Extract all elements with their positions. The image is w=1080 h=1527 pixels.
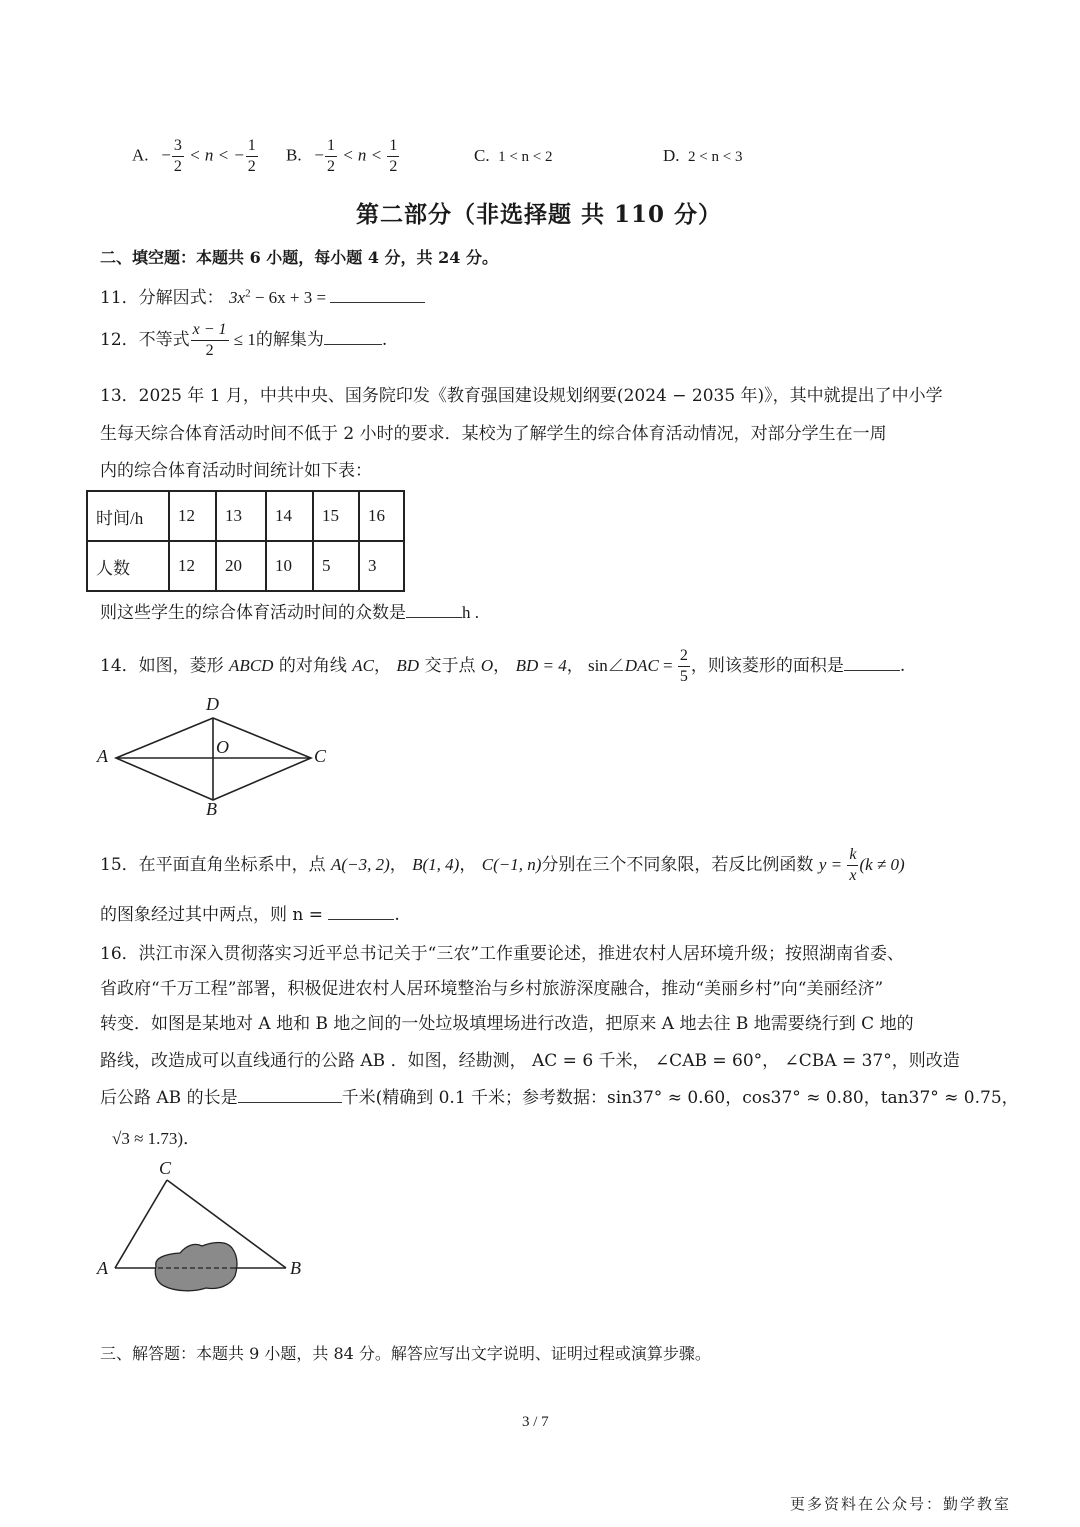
fraction: $\frac{x - 1}{2}$: [192, 321, 227, 359]
fraction: $\frac{2}{5}$: [679, 647, 688, 685]
table-cell: 16: [359, 491, 404, 541]
footer-note: 更多资料在公众号：勤学教室: [790, 1495, 1012, 1513]
option-b-letter: B.: [286, 145, 302, 165]
table-cell: 5: [313, 541, 359, 591]
label-a: A: [97, 746, 108, 766]
table-cell: 12: [169, 541, 216, 591]
label-c: C: [159, 1158, 172, 1178]
table-row: [87, 541, 404, 591]
row-header: 人数: [87, 541, 169, 591]
fraction: $\frac{1}{2}$: [247, 137, 256, 175]
question-16-line6: √3 ≈ 1.73)．: [112, 1129, 201, 1148]
option-a-letter: A.: [132, 145, 149, 165]
option-c: C. 1 < n < 2: [474, 146, 553, 165]
answer-blank[interactable]: [330, 288, 425, 303]
question-15-line1: 15．在平面直角坐标系中，点 A(−3, 2)， B(1, 4)， C(−1, n)分别在三个不同象限，若反比例函数 y = $\frac{k}{x}$ (k ≠ 0): [100, 846, 905, 884]
label-o: O: [216, 737, 229, 757]
label-d: D: [206, 694, 219, 714]
rhombus-figure: [90, 690, 350, 830]
question-16-line5: 后公路 AB 的长是 千米(精确到 0.1 千米；参考数据：sin37° ≈ 0.60，cos37° ≈ 0.80，tan37° ≈ 0.75，: [100, 1088, 1019, 1108]
section-fill-heading: 二、填空题：本题共 6 小题，每小题 4 分，共 24 分。: [100, 248, 498, 267]
label-c: C: [314, 746, 327, 766]
option-a: A. − $\frac{3}{2}$ < n < − $\frac{1}{2}$: [132, 137, 256, 175]
fraction: $\frac{1}{2}$: [389, 137, 398, 175]
question-16-line2: 省政府“千万工程”部署，积极促进农村人居环境整治与乡村旅游深度融合，推动“美丽乡村”向“美丽经济”: [100, 979, 884, 999]
question-13-line2: 生每天综合体育活动时间不低于 2 小时的要求．某校为了解学生的综合体育活动情况，对部分学生在一周: [100, 424, 887, 444]
table-cell: 15: [313, 491, 359, 541]
table-cell: 3: [359, 541, 404, 591]
question-16-line1: 16．洪江市深入贯彻落实习近平总书记关于“三农”工作重要论述，推进农村人居环境升级；按照湖南省委、: [100, 944, 905, 964]
part2-title: 第二部分（非选择题 共 110 分）: [356, 201, 723, 228]
label-b: B: [290, 1258, 301, 1278]
answer-blank[interactable]: [328, 905, 394, 920]
fraction: $\frac{3}{2}$: [173, 137, 182, 175]
table-cell: 10: [266, 541, 313, 591]
option-d: D. 2 < n < 3: [663, 146, 743, 165]
table-cell: 13: [216, 491, 266, 541]
question-13-question: 则这些学生的综合体育活动时间的众数是 h .: [100, 603, 479, 623]
question-13-line3: 内的综合体育活动时间统计如下表：: [100, 461, 372, 481]
answer-blank[interactable]: [324, 330, 382, 345]
answer-blank[interactable]: [844, 656, 900, 671]
question-12: 12．不等式 $\frac{x - 1}{2}$ ≤ 1的解集为 .: [100, 321, 388, 359]
label-b: B: [206, 799, 217, 819]
table-cell: 12: [169, 491, 216, 541]
table-cell: 14: [266, 491, 313, 541]
table-row: [87, 491, 404, 541]
page-number: 3 / 7: [522, 1414, 549, 1430]
fraction: $\frac{1}{2}$: [326, 137, 335, 175]
question-16-line4: 路线，改造成可以直线通行的公路 AB ．如图，经勘测， AC = 6 千米， ∠CAB = 60°， ∠CBA = 37°，则改造: [100, 1051, 960, 1071]
question-14: 14．如图，菱形 ABCD 的对角线 AC， BD 交于点 O， BD = 4， sin∠DAC = $\frac{2}{5}$ ，则该菱形的面积是 .: [100, 647, 906, 685]
answer-blank[interactable]: [238, 1088, 342, 1103]
activity-time-table: [86, 490, 405, 592]
row-header: 时间/h: [87, 491, 169, 541]
option-b: B. − $\frac{1}{2}$ < n < $\frac{1}{2}$: [286, 137, 398, 175]
fraction: $\frac{k}{x}$: [849, 846, 857, 884]
table-cell: 20: [216, 541, 266, 591]
label-a: A: [97, 1258, 108, 1278]
section-answer-heading: 三、解答题：本题共 9 小题，共 84 分。解答应写出文字说明、证明过程或演算步骤。: [100, 1344, 711, 1363]
question-11: 11．分解因式： $3x^2 - 6x + 3$ =: [100, 283, 425, 308]
question-16-line3: 转变．如图是某地对 A 地和 B 地之间的一处垃圾填埋场进行改造，把原来 A 地去往 B 地需要绕行到 C 地的: [100, 1014, 914, 1034]
question-13-line1: 13．2025 年 1 月，中共中央、国务院印发《教育强国建设规划纲要(2024 − 2035 年)》，其中就提出了中小学: [100, 386, 943, 406]
question-15-line2: 的图象经过其中两点，则 n = .: [100, 905, 400, 925]
landfill-blob: [155, 1243, 237, 1291]
answer-blank[interactable]: [406, 603, 462, 618]
